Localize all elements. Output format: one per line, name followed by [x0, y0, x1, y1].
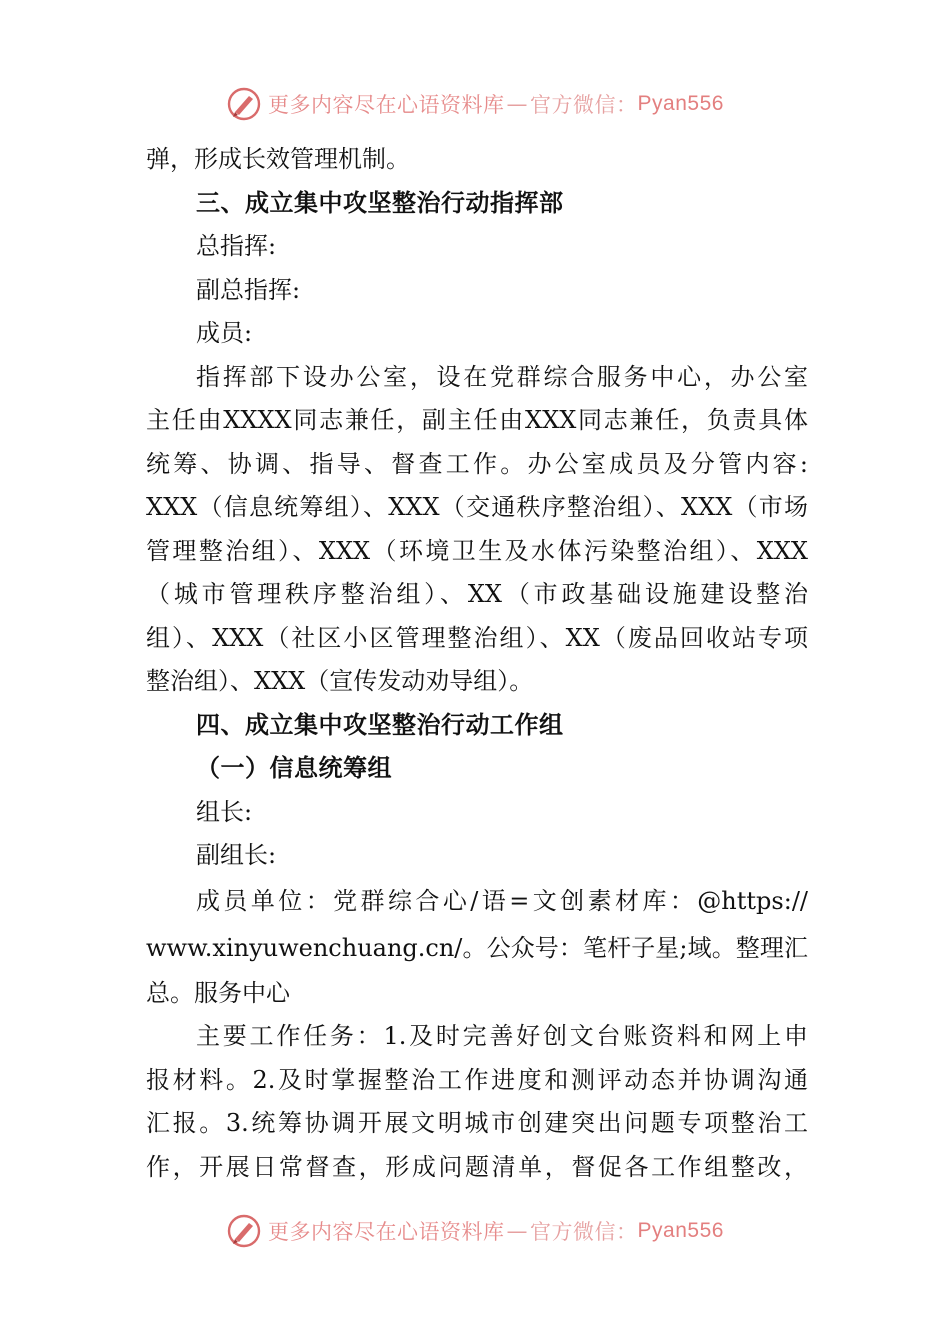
banner-wechat-id: Pyan556 [637, 92, 724, 115]
section-heading: 四、成立集中攻坚整治行动工作组 [196, 710, 564, 739]
banner-text: 更多内容尽在心语资料库 [268, 1220, 505, 1244]
section-heading: 三、成立集中攻坚整治行动指挥部 [196, 188, 564, 217]
paragraph-line: 整治组）、XXX（宣传发动劝导组）。 [146, 667, 534, 695]
paragraph-line: 管理整治组）、XXX（环境卫生及水体污染整治组）、XXX [146, 536, 808, 565]
paragraph-line: 主任由XXXX同志兼任，副主任由XXX同志兼任，负责具体 [146, 406, 808, 434]
paragraph-line: XXX（信息统筹组）、XXX（交通秩序整治组）、XXX（市场 [146, 493, 808, 521]
paragraph-line: 组）、XXX（社区小区管理整治组）、XX（废品回收站专项 [146, 623, 808, 652]
pen-logo-icon [226, 1213, 262, 1249]
subsection-heading: （一）信息统筹组 [196, 754, 392, 782]
paragraph-line: www.xinyuwenchuang.cn/。公众号：笔杆子星;域。整理汇 [146, 933, 808, 962]
paragraph-line: 总。服务中心 [146, 978, 290, 1007]
banner-wechat-label: 官方微信： [530, 1220, 638, 1244]
banner-text: 更多内容尽在心语资料库 [268, 93, 505, 117]
paragraph-line: 总指挥: [196, 232, 277, 260]
banner-dash: — [506, 92, 529, 116]
footer-watermark-banner [0, 1211, 950, 1251]
document-body [146, 138, 808, 1189]
paragraph-line: 成员: [196, 319, 253, 347]
paragraph-line: 弹，形成长效管理机制。 [146, 145, 410, 173]
paragraph-line: 报材料。2.及时掌握整治工作进度和测评动态并协调沟通 [146, 1065, 808, 1094]
pen-logo-icon [226, 86, 262, 122]
paragraph-line: 作，开展日常督查，形成问题清单，督促各工作组整改， [146, 1152, 808, 1181]
banner-dash: — [506, 1219, 529, 1243]
paragraph-line: 主要工作任务：1.及时完善好创文台账资料和网上申 [196, 1022, 808, 1050]
paragraph-line: 副总指挥: [196, 275, 301, 304]
paragraph-line: 指挥部下设办公室，设在党群综合服务中心，办公室 [196, 362, 808, 391]
banner-wechat-id: Pyan556 [637, 1219, 724, 1242]
paragraph-line: 副组长: [196, 841, 277, 869]
header-watermark-banner [0, 84, 950, 124]
paragraph-line: 成员单位：党群综合心/语=文创素材库：@https:// [196, 886, 808, 915]
paragraph-line: 汇报。3.统筹协调开展文明城市创建突出问题专项整治工 [146, 1109, 808, 1137]
paragraph-line: （城市管理秩序整治组）、XX（市政基础设施建设整治 [146, 580, 808, 608]
paragraph-line: 统筹、协调、指导、督查工作。办公室成员及分管内容: [146, 449, 808, 478]
banner-wechat-label: 官方微信： [530, 93, 638, 117]
paragraph-line: 组长: [196, 797, 253, 826]
